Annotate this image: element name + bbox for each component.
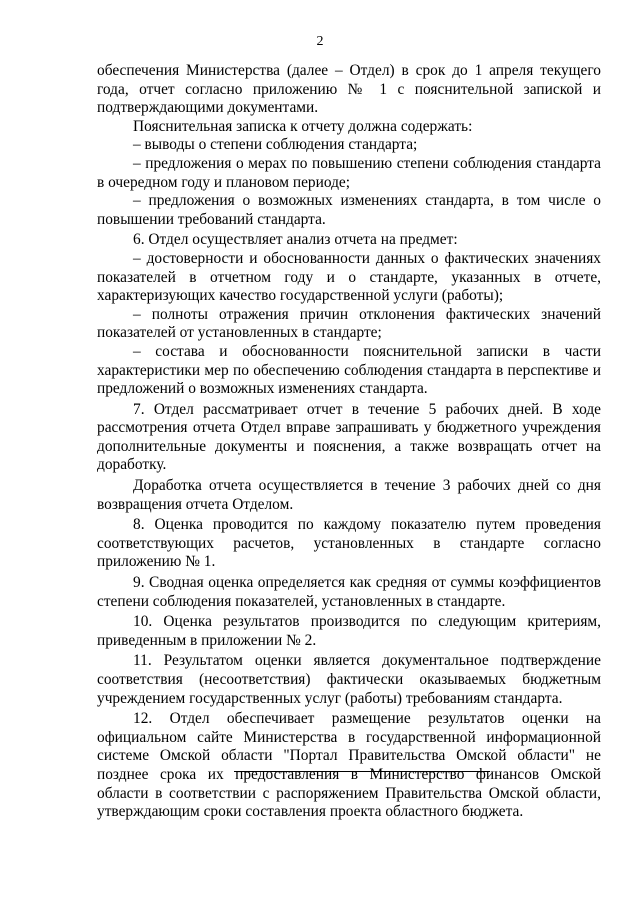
paragraph-continuation: обеспечения Министерства (далее – Отдел) в срок до 1 апреля текущего года, отчет согласно приложению № 1 с пояснительной запиской и подтверждающими документами. xyxy=(97,62,601,117)
paragraph-item-7: 7. Отдел рассматривает отчет в течение 5 рабочих дней. В ходе рассмотрения отчета Отдел вправе запрашивать у бюджетного учреждения дополнительные документы и пояснения, а также возвращать отчет на доработку. xyxy=(97,400,601,474)
page-number: 2 xyxy=(316,34,324,49)
paragraph-item-12: 12. Отдел обеспечивает размещение результатов оценки на официальном сайте Министерства в государственной информационной системе Омской области "Портал Правительства Омской области" не позднее срока их предоставления в Министерство финансов Омской области в соответствии с распоряжением Правительства Омской области, утверждающим сроки составления проекта областного бюджета. xyxy=(97,710,601,821)
paragraph-item-9: 9. Сводная оценка определяется как средняя от суммы коэффициентов степени соблюдения показателей, установленных в стандарте. xyxy=(97,574,601,610)
document-body xyxy=(97,62,601,822)
list-item-composition: – состава и обоснованности пояснительной записки в части характеристики мер по обеспечению соблюдения стандарта в перспективе и предложений о возможных изменениях стандарта. xyxy=(97,342,601,398)
paragraph-note-requirements: Пояснительная записка к отчету должна содержать: xyxy=(133,117,473,135)
list-item-completeness: – полноты отражения причин отклонения фактических значений показателей от установленных в стандарте; xyxy=(97,305,601,342)
paragraph-item-8: 8. Оценка проводится по каждому показателю путем проведения соответствующих расчетов, установленных в стандарте согласно приложению № 1. xyxy=(97,516,601,571)
paragraph-item-11: 11. Результатом оценки является документальное подтверждение соответствия (несоответствия) фактически оказываемых бюджетным учреждением государственных услуг (работы) требованиям стандарта. xyxy=(97,652,601,707)
list-item-reliability: – достоверности и обоснованности данных о фактических значениях показателей в отчетном году и о стандарте, указанных в отчете, характеризующих качество государственной услуги (работы); xyxy=(97,249,601,305)
paragraph-rework: Доработка отчета осуществляется в течение 3 рабочих дней со дня возвращения отчета Отделом. xyxy=(97,477,601,513)
paragraph-item-6: 6. Отдел осуществляет анализ отчета на предмет: xyxy=(133,231,458,249)
list-item-conclusions: – выводы о степени соблюдения стандарта; xyxy=(133,136,418,154)
list-item-changes: – предложения о возможных изменениях стандарта, в том числе о повышении требований стандарта. xyxy=(97,192,601,228)
paragraph-item-10: 10. Оценка результатов производится по следующим критериям, приведенным в приложении № 2. xyxy=(97,613,601,649)
list-item-measures: – предложения о мерах по повышению степени соблюдения стандарта в очередном году и плановом периоде; xyxy=(97,154,601,191)
end-of-document-line xyxy=(234,771,490,772)
